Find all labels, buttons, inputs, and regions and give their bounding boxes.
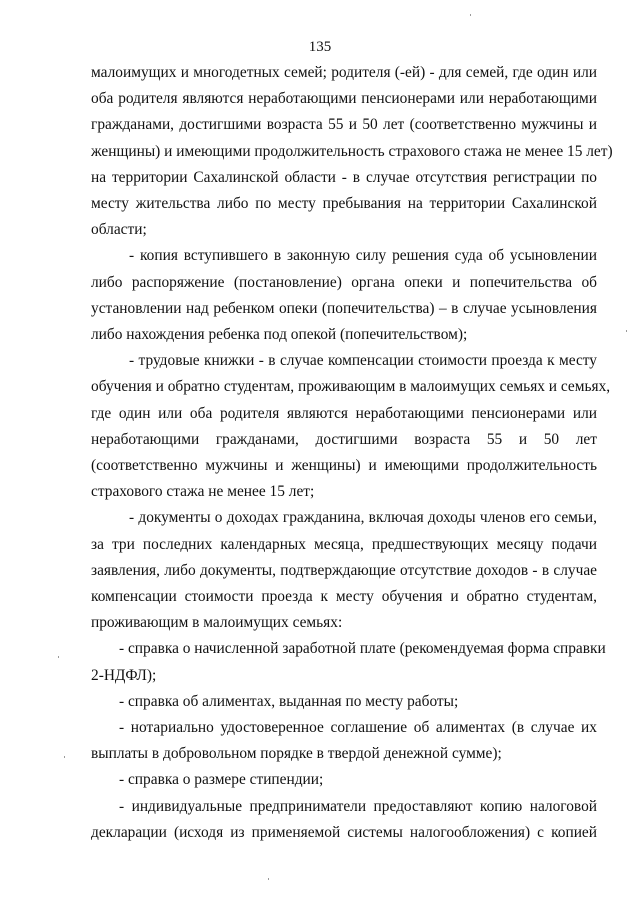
text-line: обучения и обратно студентам, проживающим в малоимущих семьях и семьях, — [91, 378, 611, 396]
text-line: - справка о размере стипендии; — [119, 771, 324, 789]
text-line: либо распоряжение (постановление) органа опеки и попечительства об — [91, 273, 597, 291]
paragraph — [91, 689, 597, 715]
text-line: неработающими гражданами, достигшими возраста 55 и 50 лет — [91, 430, 597, 448]
text-line: месту жительства либо по месту пребывания на территории Сахалинской — [91, 195, 597, 213]
paragraph — [91, 505, 597, 636]
text-line: заявления, либо документы, подтверждающие отсутствие доходов - в случае — [91, 561, 597, 579]
paragraph — [91, 60, 613, 243]
text-line: - копия вступившего в законную силу решения суда об усыновлении — [129, 247, 597, 265]
text-line: на территории Сахалинской области - в случае отсутствия регистрации по — [91, 168, 597, 186]
paragraph — [91, 767, 597, 793]
text-line: проживающим в малоимущих семьях: — [91, 614, 343, 632]
scan-speck — [626, 330, 627, 332]
text-line: компенсации стоимости проезда к месту обучения и обратно студентам, — [91, 588, 597, 606]
text-line: области; — [91, 221, 147, 239]
text-line: малоимущих и многодетных семей; родителя (-ей) - для семей, где один или — [91, 64, 597, 81]
text-line: женщины) и имеющими продолжительность страхового стажа не менее 15 лет) — [91, 142, 613, 160]
text-line: - документы о доходах гражданина, включая доходы членов его семьи, — [129, 509, 597, 527]
text-line: - трудовые книжки - в случае компенсации стоимости проезда к месту — [129, 352, 597, 370]
scan-speck — [470, 14, 471, 16]
scan-speck — [64, 756, 65, 758]
paragraph — [91, 348, 611, 505]
text-line: гражданами, достигшими возраста 55 и 50 лет (соответственно мужчины и — [91, 116, 597, 134]
scan-speck — [58, 656, 59, 658]
paragraph — [91, 715, 597, 767]
page-number: 135 — [308, 39, 332, 55]
scan-speck — [268, 878, 269, 880]
text-line: - справка о начисленной заработной плате (рекомендуемая форма справки — [119, 640, 606, 658]
text-line: установлении над ребенком опеки (попечительства) – в случае усыновления — [91, 299, 597, 317]
text-line: выплаты в добровольном порядке в твердой денежной сумме); — [91, 745, 502, 763]
text-line: где один или оба родителя являются неработающими пенсионерами или — [91, 404, 597, 422]
text-line: - справка об алиментах, выданная по месту работы; — [119, 692, 459, 710]
text-line: 2-НДФЛ); — [91, 666, 157, 684]
paragraph — [91, 794, 597, 846]
document-body — [91, 60, 613, 846]
text-line: либо нахождения ребенка под опекой (попечительством); — [91, 326, 468, 344]
text-line: оба родителя являются неработающими пенсионерами или неработающими — [91, 90, 597, 108]
text-line: - нотариально удостоверенное соглашение об алиментах (в случае их — [119, 719, 597, 737]
text-line: декларации (исходя из применяемой системы налогообложения) с копией — [91, 823, 597, 841]
text-line: - индивидуальные предприниматели предоставляют копию налоговой — [119, 797, 597, 815]
paragraph — [91, 243, 597, 348]
text-line: страхового стажа не менее 15 лет; — [91, 483, 315, 501]
text-line: (соответственно мужчины и женщины) и имеющими продолжительность — [91, 457, 597, 475]
text-line: за три последних календарных месяца, предшествующих месяцу подачи — [91, 535, 597, 553]
paragraph — [91, 636, 606, 688]
